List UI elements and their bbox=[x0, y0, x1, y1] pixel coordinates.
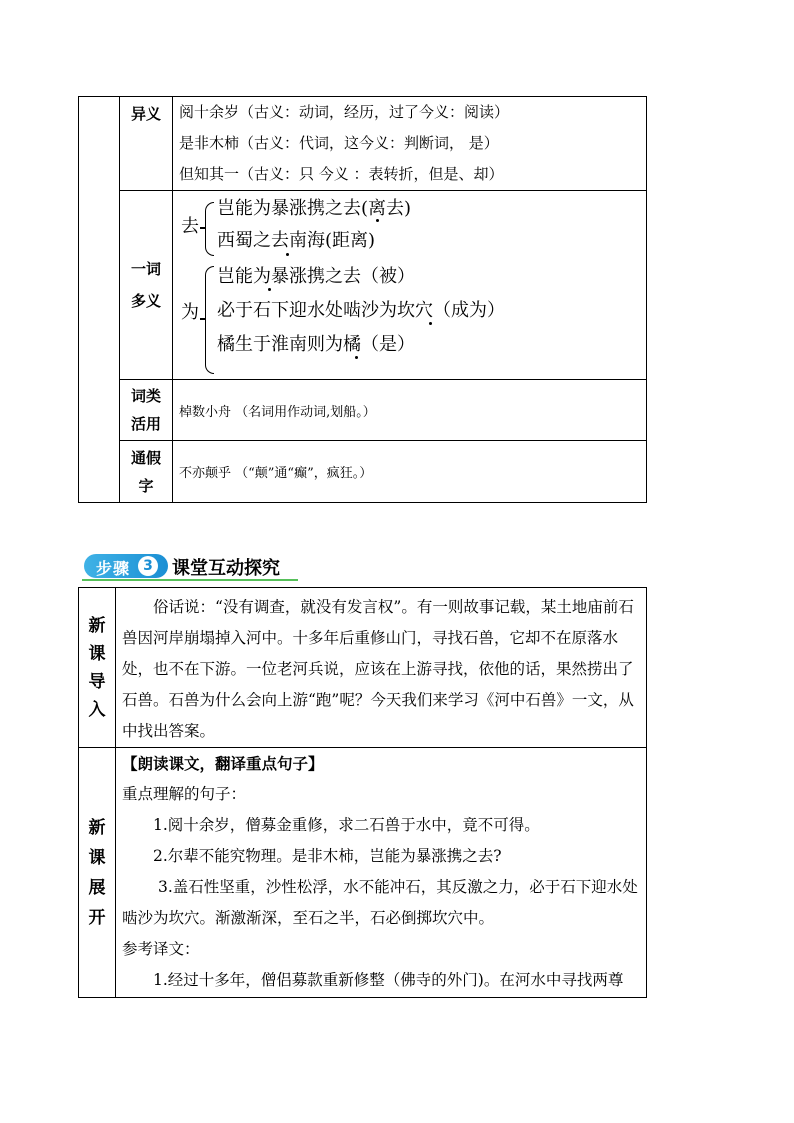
step-badge-label: 步骤 bbox=[96, 559, 131, 578]
brace-icon bbox=[205, 202, 214, 256]
key-sentence: 3.盖石性坚重，沙性松浮，水不能冲石，其反激之力，必于石下迎水处啮沙为坎穴。渐激渐深，至石之半，石必倒掷坎穴中。 bbox=[122, 878, 638, 927]
group-item: 橘生于淮南则为橘（是） bbox=[217, 334, 415, 355]
translation-line: 1.经过十多年，僧侣募款重新修整（佛寺的外门)。在河水中寻找两尊 bbox=[153, 971, 624, 989]
label-char: 开 bbox=[88, 907, 106, 928]
expand-label bbox=[79, 748, 116, 998]
group-char: 为 bbox=[181, 302, 199, 323]
tongjiazi-text: 不亦颠乎 （“颠”通“癫”，疯狂。） bbox=[173, 441, 647, 503]
intro-content bbox=[116, 588, 647, 748]
label-char: 课 bbox=[88, 643, 106, 664]
group-item: 必于石下迎水处啮沙为坎穴（成为） bbox=[217, 300, 505, 321]
label-char: 课 bbox=[88, 847, 106, 868]
yiyi-line: 但知其一（古义：只 今义 ：表转折，但是、却） bbox=[179, 165, 504, 183]
row-yiyi bbox=[79, 97, 647, 191]
label-part: 一词 bbox=[130, 260, 161, 278]
lesson-table bbox=[78, 587, 647, 998]
polysemy-content bbox=[173, 191, 647, 380]
yiyi-content bbox=[173, 97, 647, 191]
label-char: 导 bbox=[88, 671, 106, 692]
vocabulary-table bbox=[78, 96, 647, 503]
yiyi-line: 阅十余岁（古义：动词，经历，过了今义：阅读） bbox=[179, 103, 510, 121]
row-yicibuyi bbox=[79, 191, 647, 380]
group-char: 去 bbox=[181, 216, 199, 237]
label-char: 展 bbox=[88, 877, 106, 898]
label-char: 新 bbox=[88, 817, 106, 838]
step-badge bbox=[84, 554, 168, 578]
emphasis-dot bbox=[429, 322, 432, 325]
step-title: 课堂互动探究 bbox=[172, 558, 280, 579]
row-label-yiyi: 异义 bbox=[120, 97, 173, 191]
row-tongjiazi bbox=[79, 441, 647, 503]
expand-heading: 【朗读课文，翻译重点句子】 bbox=[122, 754, 324, 773]
expand-subheading: 重点理解的句子： bbox=[122, 785, 247, 803]
row-intro bbox=[79, 588, 647, 748]
row-cileihuoyong bbox=[79, 380, 647, 441]
label-part: 多义 bbox=[130, 292, 161, 310]
row-label-tongjiazi bbox=[120, 441, 173, 503]
key-sentence: 2.尔辈不能究物理。是非木柿，岂能为暴涨携之去? bbox=[153, 847, 502, 865]
label-char: 入 bbox=[88, 699, 106, 720]
step-underline bbox=[82, 579, 298, 581]
group-item: 岂能为暴涨携之去（被） bbox=[217, 266, 415, 287]
label-part: 字 bbox=[138, 476, 154, 495]
yiyi-line: 是非木柿（古义：代词，这今义：判断词， 是） bbox=[179, 134, 499, 152]
label-part: 通假 bbox=[130, 448, 161, 467]
row-label-cileihuoyong bbox=[120, 380, 173, 441]
polysemy-block bbox=[173, 192, 646, 378]
left-blank-column bbox=[79, 97, 120, 503]
group-item: 西蜀之去南海(距离) bbox=[217, 230, 376, 251]
emphasis-dot bbox=[268, 288, 271, 291]
cileihuoyong-text: 棹数小舟 （名词用作动词,划船。） bbox=[173, 380, 647, 441]
brace-tip-icon bbox=[200, 227, 206, 229]
brace-icon bbox=[205, 266, 214, 374]
group-item: 岂能为暴涨携之去(离去) bbox=[217, 198, 412, 219]
expand-content bbox=[116, 748, 647, 998]
brace-tip-icon bbox=[200, 318, 206, 320]
emphasis-dot bbox=[376, 219, 379, 222]
reference-label: 参考译文： bbox=[122, 940, 200, 958]
key-sentence: 1.阅十余岁，僧募金重修，求二石兽于水中，竟不可得。 bbox=[153, 816, 540, 834]
emphasis-dot bbox=[286, 253, 289, 256]
label-char: 新 bbox=[88, 615, 106, 636]
intro-label bbox=[79, 588, 116, 748]
intro-paragraph: 俗话说：“没有调查，就没有发言权”。有一则故事记载，某土地庙前石兽因河岸崩塌掉入河中。十多年后重修山门，寻找石兽，它却不在原落水处，也不在下游。一位老河兵说，应该在上游寻找，依他的话，果然捞出了石兽。石兽为什么会向上游“跑”呢？今天我们来学习《河中石兽》一文，从中找出答案。 bbox=[122, 598, 634, 740]
emphasis-dot bbox=[355, 356, 358, 359]
label-part: 活用 bbox=[130, 415, 161, 433]
row-expand bbox=[79, 748, 647, 998]
label-part: 词类 bbox=[130, 387, 161, 405]
row-label-yicibuyi bbox=[120, 191, 173, 380]
step-number: 3 bbox=[138, 556, 158, 576]
